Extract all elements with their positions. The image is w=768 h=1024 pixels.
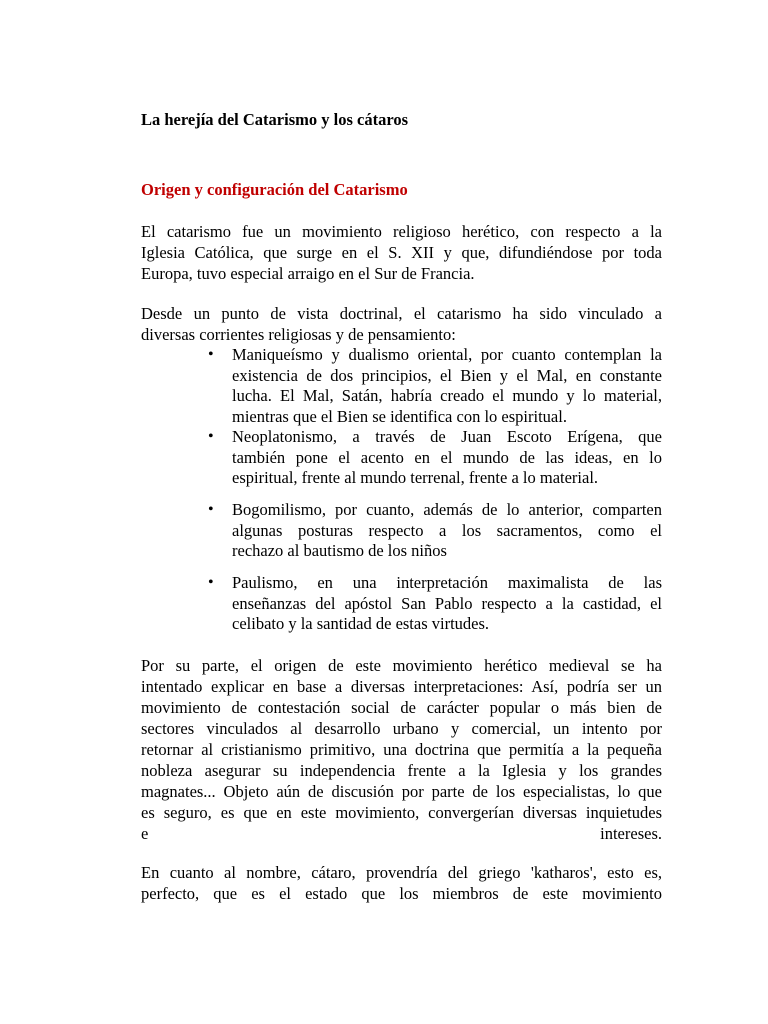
paragraph-line: Por su parte, el origen de este movimiento herético medieval se ha [141,656,662,675]
list-item [205,573,662,635]
paragraph-line: diversas corrientes religiosas y de pensamiento: [141,325,456,344]
bullet-icon: • [208,574,214,591]
document-title: La herejía del Catarismo y los cátaros [141,110,409,129]
paragraph-line: Desde un punto de vista doctrinal, el catarismo ha sido vinculado a [141,304,662,323]
influences-list [205,427,662,489]
influences-list [205,345,662,427]
list-item-line: celibato y la santidad de estas virtudes. [232,614,490,633]
paragraph-line: Europa, tuvo especial arraigo en el Sur de Francia. [141,264,475,283]
section-heading: Origen y configuración del Catarismo [141,180,408,199]
list-item-line: Maniqueísmo y dualismo oriental, por cuanto contemplan la [232,345,662,364]
list-item-line: existencia de dos principios, el Bien y el Mal, en constante [232,365,662,385]
bullet-icon: • [208,501,214,518]
list-item-line: algunas posturas respecto a los sacramentos, como el [232,520,662,540]
paragraph-line: nobleza asegurar su independencia frente a la Iglesia y los grandes [141,761,662,780]
paragraph-origin [141,655,662,844]
paragraph-line: retornar al cristianismo primitivo, una doctrina que permitía a la pequeña [141,740,662,759]
list-item-line: también pone el acento en el mundo de las ideas, en lo [232,447,662,467]
paragraph-line: magnates... Objeto aún de discusión por parte de los especialistas, lo que [141,782,662,801]
bullet-icon: • [208,346,214,363]
paragraph-line: sectores vinculados al desarrollo urbano y comercial, un intento por [141,719,662,738]
influences-list [205,573,662,635]
list-item-line: rechazo al bautismo de los niños [232,541,447,560]
list-item-line: Paulismo, en una interpretación maximalista de las [232,573,662,592]
list-item-line: Neoplatonismo, a través de Juan Escoto Erígena, que [232,427,662,446]
paragraph-line: intentado explicar en base a diversas interpretaciones: Así, podría ser un [141,677,662,696]
list-item-line: Bogomilismo, por cuanto, además de lo anterior, comparten [232,500,662,519]
paragraph-line: perfecto, que es el estado que los miembros de este movimiento [141,884,662,903]
list-item-line: lucha. El Mal, Satán, habría creado el mundo y lo material, [232,386,662,405]
paragraph-line: es seguro, es que en este movimiento, convergerían diversas inquietudes [141,803,662,822]
bullet-icon: • [208,428,214,445]
paragraph-line: El catarismo fue un movimiento religioso herético, con respecto a la [141,222,662,241]
list-item-line: enseñanzas del apóstol San Pablo respecto a la castidad, el [232,593,662,613]
paragraph-intro [141,221,662,284]
list-item [205,500,662,562]
paragraph-doctrinal [141,303,662,345]
list-item [205,345,662,427]
paragraph-name [141,862,662,904]
paragraph-line: e intereses. [141,824,662,843]
paragraph-line: Iglesia Católica, que surge en el S. XII y que, difundiéndose por toda [141,243,662,262]
influences-list [205,500,662,562]
list-item [205,427,662,489]
paragraph-line: movimiento de contestación social de carácter popular o más bien de [141,698,662,717]
list-item-line: espiritual, frente al mundo terrenal, frente a lo material. [232,468,599,487]
list-item-line: mientras que el Bien se identifica con lo espiritual. [232,406,567,426]
paragraph-line: En cuanto al nombre, cátaro, provendría del griego 'katharos', esto es, [141,863,662,882]
